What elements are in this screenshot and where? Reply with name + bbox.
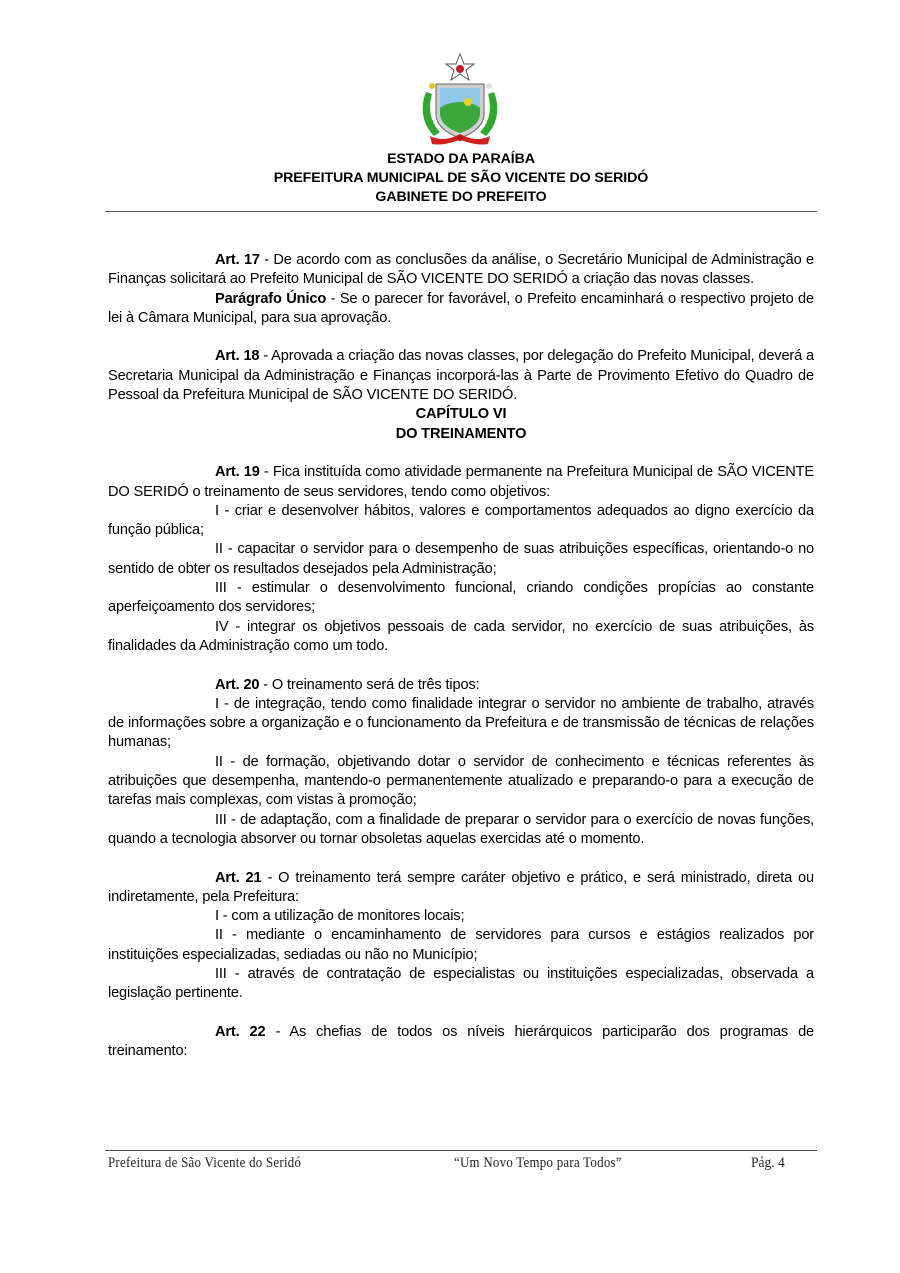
footer-divider	[105, 1150, 817, 1151]
footer-slogan: “Um Novo Tempo para Todos”	[454, 1155, 622, 1171]
article-label: Art. 21	[215, 869, 262, 886]
article-20: Art. 20 - O treinamento será de três tipos:	[215, 676, 480, 693]
document-body	[108, 251, 814, 1061]
article-label: Art. 19	[215, 464, 260, 481]
coat-of-arms-icon	[416, 52, 504, 148]
page-number: Pág. 4	[751, 1155, 785, 1171]
article-20-item: II - de formação, objetivando dotar o servidor de conhecimento e técnicas referentes às atribuições que desempenha, mantendo-o permanentemente atualizado e preparando-o para a execução de tarefas mais complexas, com vistas à promoção;	[108, 753, 814, 809]
header-divider	[105, 211, 817, 212]
article-17-paragraph: Parágrafo Único - Se o parecer for favorável, o Prefeito encaminhará o respectivo projeto de lei à Câmara Municipal, para sua aprovação.	[108, 290, 814, 326]
header-prefecture: PREFEITURA MUNICIPAL DE SÃO VICENTE DO SERIDÓ	[273, 170, 649, 186]
article-19: Art. 19 - Fica instituída como atividade permanente na Prefeitura Municipal de SÃO VICENTE DO SERIDÓ o treinamento de seus servidores, tendo como objetivos:	[108, 464, 814, 500]
document-footer	[108, 1155, 798, 1177]
header-state: ESTADO DA PARAÍBA	[387, 151, 535, 167]
article-label: Art. 22	[215, 1023, 266, 1040]
paragraph-label: Parágrafo Único	[215, 290, 327, 307]
article-21-item: II - mediante o encaminhamento de servidores para cursos e estágios realizados por instituições especializadas, sediadas ou não no Município;	[108, 927, 814, 963]
article-21-item: I - com a utilização de monitores locais;	[215, 908, 465, 925]
article-19-item: IV - integrar os objetivos pessoais de cada servidor, no exercício de suas atribuições, às finalidades da Administração como um todo.	[108, 618, 814, 654]
article-19-item: II - capacitar o servidor para o desempenho de suas atribuições específicas, orientando-o no sentido de obter os resultados desejados pela Administração;	[108, 541, 814, 577]
footer-municipality: Prefeitura de São Vicente do Seridó	[108, 1155, 302, 1171]
article-21: Art. 21 - O treinamento terá sempre caráter objetivo e prático, e será ministrado, direta ou indiretamente, pela Prefeitura:	[108, 869, 814, 905]
document-header	[105, 150, 817, 207]
article-20-item: III - de adaptação, com a finalidade de preparar o servidor para o exercício de novas funções, quando a tecnologia absorver ou tornar obsoletas aquelas exercidas até o momento.	[108, 811, 814, 847]
article-18: Art. 18 - Aprovada a criação das novas classes, por delegação do Prefeito Municipal, deverá a Secretaria Municipal da Administração e Finanças incorporá-las à Parte de Provimento Efetivo do Quadro de Pessoal da Prefeitura Municipal de SÃO VICENTE DO SERIDÓ.	[108, 348, 814, 404]
article-label: Art. 18	[215, 348, 260, 365]
article-label: Art. 17	[215, 252, 260, 268]
chapter-title: DO TREINAMENTO	[395, 425, 527, 442]
article-19-item: I - criar e desenvolver hábitos, valores e comportamentos adequados ao digno exercício da função pública;	[108, 502, 814, 539]
article-17: Art. 17 - De acordo com as conclusões da análise, o Secretário Municipal de Administração e Finanças solicitará ao Prefeito Municipal de SÃO VICENTE DO SERIDÓ a criação das novas classes.	[108, 252, 814, 288]
article-22: Art. 22 - As chefias de todos os níveis hierárquicos participarão dos programas de treinamento:	[108, 1023, 815, 1060]
chapter-number: CAPÍTULO VI	[415, 406, 507, 423]
header-office: GABINETE DO PREFEITO	[375, 189, 547, 205]
article-21-item: III - através de contratação de especialistas ou instituições especializadas, observada a legislação pertinente.	[108, 965, 814, 1002]
article-label: Art. 20	[215, 676, 260, 693]
article-20-item: I - de integração, tendo como finalidade integrar o servidor no ambiente de trabalho, através de informações sobre a organização e o funcionamento da Prefeitura e de transmissão de técnicas de relações humanas;	[108, 695, 814, 751]
article-19-item: III - estimular o desenvolvimento funcional, criando condições propícias ao constante aperfeiçoamento dos servidores;	[108, 580, 814, 616]
